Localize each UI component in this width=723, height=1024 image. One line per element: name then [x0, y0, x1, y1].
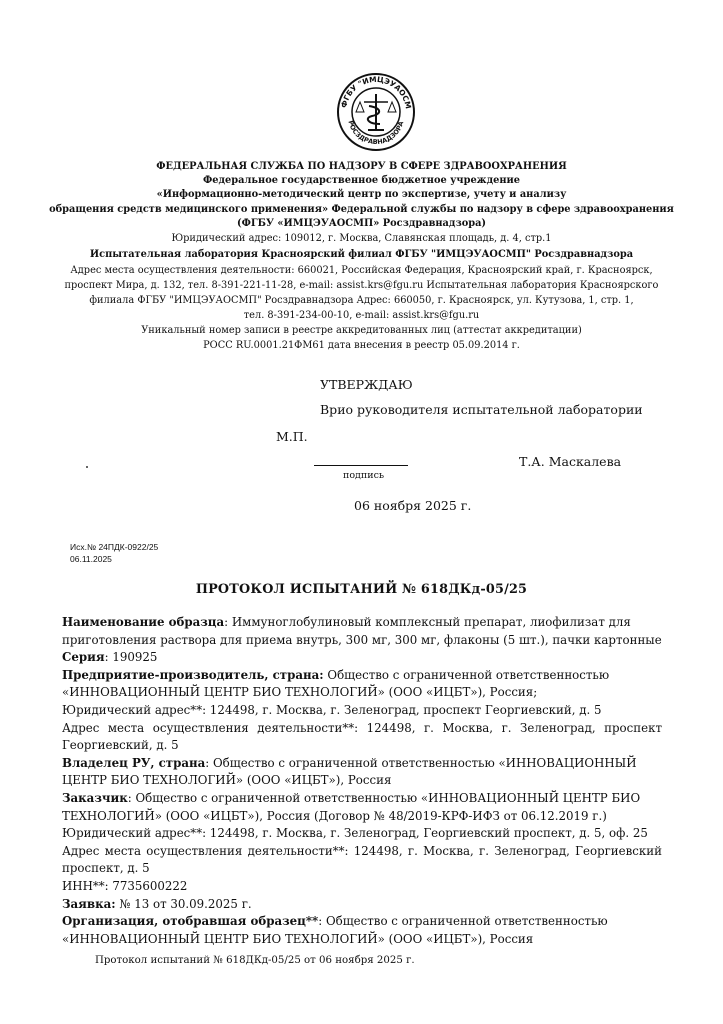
header-accreditation-1: Уникальный номер записи в реестре аккредитованных лиц (аттестат аккредитации) [141, 325, 582, 336]
owner-line-1 [62, 755, 662, 773]
maker-label: Предприятие-производитель, страна: [62, 667, 324, 682]
sampling-org-value-2: «ИННОВАЦИОННЫЙ ЦЕНТР БИО ТЕХНОЛОГИЙ» (ООО «ИЦБТ»), Россия [62, 931, 534, 946]
scan-speck [86, 466, 88, 468]
sample-value-1: : Иммуноглобулиновый комплексный препарат, лиофилизат для [224, 615, 631, 629]
header-accreditation-2: РОСС RU.0001.21ФМ61 дата внесения в реестр 05.09.2014 г. [203, 340, 520, 351]
outgoing-date: 06.11.2025 [70, 554, 112, 564]
protocol-body [62, 614, 662, 948]
series-line [62, 649, 662, 667]
maker-value-1: Общество с ограниченной ответственностью [323, 667, 610, 682]
protocol-title: ПРОТОКОЛ ИСПЫТАНИЙ № 618ДКд-05/25 [195, 582, 528, 597]
approval-signatory: Т.А. Маскалева [519, 454, 622, 469]
approval-stamp-place: М.П. [276, 429, 308, 444]
header-lab-contacts: тел. 8-391-234-00-10, e-mail: assist.krs@fgu.ru [243, 310, 480, 321]
customer-label: Заказчик [62, 790, 128, 805]
customer-value-2: ТЕХНОЛОГИЙ» (ООО «ИЦБТ»), Россия (Договор № 48/2019-КРФ-ИФЗ от 06.12.2019 г.) [62, 808, 607, 823]
owner-value-2: ЦЕНТР БИО ТЕХНОЛОГИЙ» (ООО «ИЦБТ»), Россия [62, 773, 392, 788]
approval-title: УТВЕРЖДАЮ [320, 377, 413, 392]
inn: ИНН**: 7735600222 [62, 878, 188, 893]
header-lab-address-2: проспект Мира, д. 132, тел. 8-391-221-11-28, e-mail: assist.krs@fgu.ru Испытательная лаборатория Красноярского [64, 280, 659, 291]
header-legal-address: Юридический адрес: 109012, г. Москва, Славянская площадь, д. 4, стр.1 [171, 233, 552, 244]
approval-date: 06 ноября 2025 г. [354, 498, 472, 513]
maker-value-2: «ИННОВАЦИОННЫЙ ЦЕНТР БИО ТЕХНОЛОГИЙ» (ООО «ИЦБТ»), Россия; [62, 685, 538, 700]
header-laboratory-name: Испытательная лаборатория Красноярский филиал ФГБУ "ИМЦЭУАОСМП" Росздравнадзора [89, 249, 634, 260]
customer-line-1 [62, 790, 662, 808]
maker-activity-address-1: Адрес места осуществления деятельности**: 124498, г. Москва, г. Зеленоград, проспект [62, 720, 662, 735]
maker-legal-address: Юридический адрес**: 124498, г. Москва, г. Зеленоград, проспект Георгиевский, д. 5 [62, 702, 602, 717]
organization-seal-logo [336, 72, 416, 152]
sampling-org-label: Организация, отобравшая образец** [62, 914, 319, 929]
signature-caption: подпись [343, 470, 385, 481]
sample-line-1 [62, 614, 662, 632]
maker-line-1 [62, 667, 662, 685]
signature-line [314, 465, 408, 466]
header-institution-name-1: «Информационно-методический центр по экспертизе, учету и анализу [156, 189, 567, 200]
customer-activity-address-1: Адрес места осуществления деятельности**: 124498, г. Москва, г. Зеленоград, Георгиевский [62, 843, 662, 858]
approval-position: Врио руководителя испытательной лаборатории [320, 402, 643, 417]
owner-value-1: : Общество с ограниченной ответственностью «ИННОВАЦИОННЫЙ [205, 755, 637, 770]
page-footer: Протокол испытаний № 618ДКд-05/25 от 06 ноября 2025 г. [95, 955, 415, 966]
header-institution-type: Федеральное государственное бюджетное учреждение [203, 175, 520, 186]
request-label: Заявка: [62, 896, 116, 911]
owner-label: Владелец РУ, страна [62, 755, 206, 770]
series-label: Серия [62, 650, 105, 665]
sampling-org-line-1 [62, 913, 662, 931]
svg-text:РОСЗДРАВНАДЗОРА: РОСЗДРАВНАДЗОРА [346, 119, 406, 147]
request-value: № 13 от 30.09.2025 г. [115, 896, 252, 911]
series-value: : 190925 [104, 650, 158, 665]
sample-label: Наименование образца [62, 615, 225, 629]
header-agency-title: ФЕДЕРАЛЬНАЯ СЛУЖБА ПО НАДЗОРУ В СФЕРЕ ЗДРАВООХРАНЕНИЯ [156, 161, 567, 172]
header-lab-address-1: Адрес места осуществления деятельности: 660021, Российская Федерация, Красноярский край, г. Красноярск, [70, 265, 653, 276]
sample-value-2: приготовления раствора для приема внутрь, 300 мг, 300 мг, флаконы (5 шт.), пачки картонные [62, 632, 662, 647]
header-institution-name-2: обращения средств медицинского применения» Федеральной службы по надзору в сфере здравоохранения [49, 204, 674, 215]
svg-text:ФГБУ "ИМЦЭУАОСМП": ФГБУ "ИМЦЭУАОСМ [339, 74, 413, 110]
maker-activity-address-2: Георгиевский, д. 5 [62, 738, 179, 753]
customer-activity-address-2: проспект, д. 5 [62, 861, 150, 876]
customer-legal-address: Юридический адрес**: 124498, г. Москва, г. Зеленоград, Георгиевский проспект, д. 5, оф. 25 [62, 826, 648, 841]
request-line [62, 896, 662, 914]
sampling-org-value-1: : Общество с ограниченной ответственностью [318, 914, 608, 929]
customer-value-1: : Общество с ограниченной ответственностью «ИННОВАЦИОННЫЙ ЦЕНТР БИО [127, 790, 641, 805]
outgoing-number: Исх.№ 24ПДК-0922/25 [70, 542, 159, 552]
header-lab-address-3: филиала ФГБУ "ИМЦЭУАОСМП" Росздравнадзора Адрес: 660050, г. Красноярск, ул. Кутузова, 1, стр. 1, [89, 295, 634, 306]
header-institution-abbrev: (ФГБУ «ИМЦЭУАОСМП» Росздравнадзора) [236, 218, 487, 229]
